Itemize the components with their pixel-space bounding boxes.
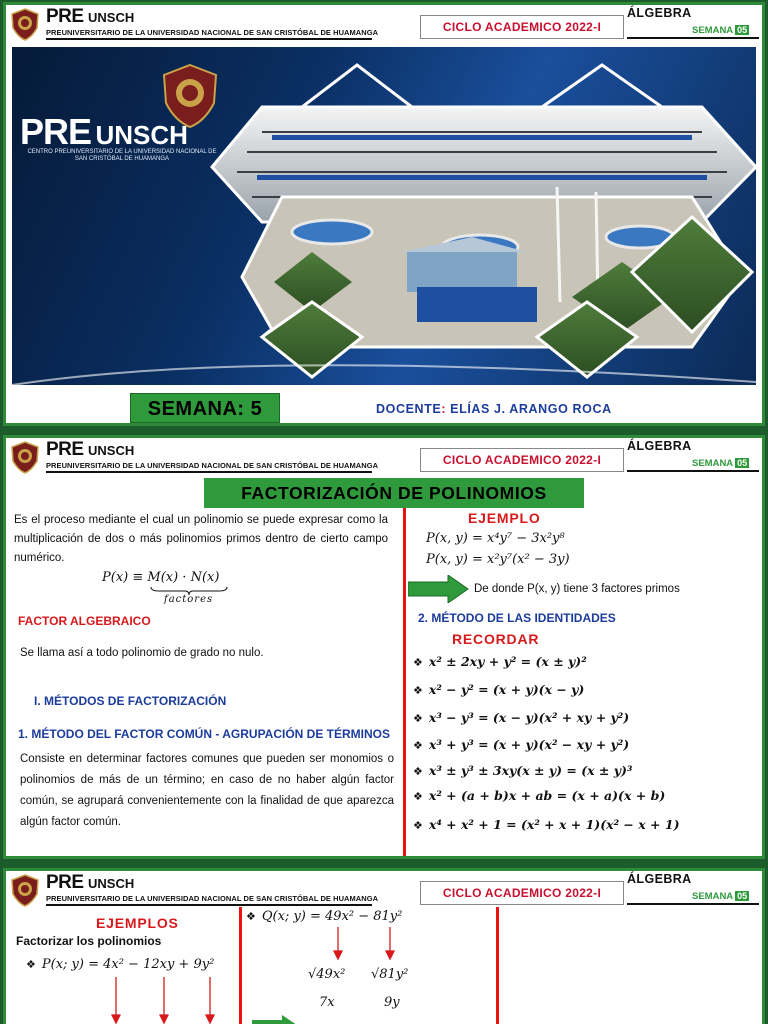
diamond-bullet-icon: ❖ (413, 819, 423, 832)
factorizar-text: Factorizar los polinomios (16, 934, 162, 948)
semana-tag-label: SEMANA (692, 891, 734, 902)
brand-pre: PRE (46, 872, 84, 893)
recordar-heading: RECORDAR (452, 631, 540, 647)
divider (46, 904, 372, 906)
semana-badge: SEMANA: 5 (130, 393, 280, 423)
ejemplo-conclusion: De donde P(x, y) tiene 3 factores primos (474, 583, 680, 595)
semana-tag-num: 05 (737, 25, 748, 35)
ejemplo-line-2: P(x, y) = x²y⁷(x² − 3y) (426, 552, 570, 567)
semana-tag (692, 891, 749, 902)
semana-tag (692, 458, 749, 469)
course-title: ÁLGEBRA (627, 439, 692, 453)
diamond-bullet-icon: ❖ (413, 739, 423, 752)
brand-subtitle: PREUNIVERSITARIO DE LA UNIVERSIDAD NACIONAL DE SAN CRISTÓBAL DE HUAMANGA (46, 894, 379, 903)
section-title: FACTORIZACIÓN DE POLINOMIOS (204, 478, 584, 508)
university-seal-icon (10, 874, 40, 907)
cover-logo-pre: PRE (20, 111, 92, 152)
ejemplo-heading: EJEMPLO (468, 510, 541, 526)
divider (627, 903, 759, 905)
q-polynomial-text: Q(x; y) = 49x² − 81y² (261, 909, 403, 924)
identity-row (413, 682, 584, 697)
docente-name: ELÍAS J. ARANGO ROCA (450, 402, 612, 416)
semana-tag-num: 05 (737, 458, 748, 468)
cover-banner (12, 47, 756, 385)
docente-colon: : (441, 402, 447, 416)
divider (46, 38, 372, 40)
q-polynomial (246, 909, 402, 924)
brand-subtitle: PREUNIVERSITARIO DE LA UNIVERSIDAD NACIONAL DE SAN CRISTÓBAL DE HUAMANGA (46, 28, 379, 37)
identity-row (413, 788, 665, 803)
brand (46, 872, 134, 894)
metodos-title: I. MÉTODOS DE FACTORIZACIÓN (34, 694, 227, 708)
brand-pre: PRE (46, 439, 84, 460)
sqrt-49x2: √49x² (308, 967, 346, 982)
metodo1-title: 1. MÉTODO DEL FACTOR COMÚN - AGRUPACIÓN DE TÉRMINOS (18, 727, 391, 741)
semana-tag (692, 25, 749, 36)
identity-row (413, 763, 632, 778)
diamond-bullet-icon: ❖ (413, 656, 423, 669)
identity-text: x³ + y³ = (x + y)(x² − xy + y²) (428, 737, 630, 752)
diamond-bullet-icon: ❖ (413, 684, 423, 697)
ciclo-box: CICLO ACADEMICO 2022-I (420, 448, 624, 472)
root-7x: 7x (319, 995, 335, 1010)
p-polynomial-text: P(x; y) = 4x² − 12xy + 9y² (41, 957, 215, 972)
intro-text: Es el proceso mediante el cual un polinomio se puede expresar como la multiplicación de dos o más polinomios primos dentro de cierto campo numérico. (14, 514, 388, 564)
identity-row (413, 654, 587, 669)
divider (627, 37, 759, 39)
diamond-bullet-icon: ❖ (413, 765, 423, 778)
factor-algebraico-title: FACTOR ALGEBRAICO (18, 614, 151, 628)
ciclo-box: CICLO ACADEMICO 2022-I (420, 881, 624, 905)
identity-row (413, 710, 629, 725)
identity-text: x² + (a + b)x + ab = (x + a)(x + b) (428, 788, 666, 803)
root-9y: 9y (384, 995, 400, 1010)
brand-pre: PRE (46, 6, 84, 27)
diamond-bullet-icon: ❖ (413, 712, 423, 725)
ejemplo-line-1: P(x, y) = x⁴y⁷ − 3x²y⁸ (426, 531, 565, 546)
identity-text: x² − y² = (x + y)(x − y) (428, 682, 585, 697)
p-polynomial (26, 957, 214, 972)
ejemplos-heading: EJEMPLOS (96, 915, 179, 931)
slide-header (6, 438, 762, 478)
cover-slide (3, 2, 765, 426)
brand (46, 6, 134, 28)
divider (627, 470, 759, 472)
brand-unsch: UNSCH (88, 443, 135, 458)
root-arrows (326, 925, 406, 965)
identity-text: x⁴ + x² + 1 = (x² + x + 1)(x² − x + 1) (428, 817, 680, 832)
cover-logo-unsch: UNSCH (95, 120, 188, 150)
campus-photo-collage (12, 47, 756, 385)
column-divider (403, 508, 406, 858)
brand-subtitle: PREUNIVERSITARIO DE LA UNIVERSIDAD NACIONAL DE SAN CRISTÓBAL DE HUAMANGA (46, 461, 379, 470)
ciclo-box: CICLO ACADEMICO 2022-I (420, 15, 624, 39)
university-seal-icon (10, 441, 40, 474)
cover-logo (20, 111, 188, 153)
university-seal-icon (10, 8, 40, 41)
metodo2-title: 2. MÉTODO DE LAS IDENTIDADES (418, 611, 616, 625)
divider (46, 471, 372, 473)
sqrt-81y2: √81y² (371, 967, 409, 982)
column-divider (239, 907, 242, 1024)
course-title: ÁLGEBRA (627, 872, 692, 886)
identity-text: x³ ± y³ ± 3xy(x ± y) = (x ± y)³ (428, 763, 633, 778)
docente-label: DOCENTE (376, 402, 442, 416)
factor-algebraico-text: Se llama así a todo polinomio de grado no nulo. (20, 647, 264, 659)
column-divider (496, 907, 499, 1024)
semana-tag-label: SEMANA (692, 25, 734, 36)
arrow-right-icon (252, 1015, 298, 1024)
factorization-slide (3, 435, 765, 859)
semana-tag-num: 05 (737, 891, 748, 901)
diamond-bullet-icon: ❖ (413, 790, 423, 803)
brand-unsch: UNSCH (88, 10, 135, 25)
course-title: ÁLGEBRA (627, 6, 692, 20)
factor-arrows (106, 975, 226, 1024)
semana-tag-label: SEMANA (692, 458, 734, 469)
diamond-bullet-icon: ❖ (26, 958, 36, 971)
brand-unsch: UNSCH (88, 876, 135, 891)
identity-text: x² ± 2xy + y² = (x ± y)² (428, 654, 587, 669)
brand (46, 439, 134, 461)
arrow-right-icon (408, 575, 470, 603)
cover-logo-subtitle: CENTRO PREUNIVERSITARIO DE LA UNIVERSIDAD NACIONAL DE SAN CRISTÓBAL DE HUAMANGA (27, 149, 217, 162)
slide-header (6, 5, 762, 45)
diamond-bullet-icon: ❖ (246, 910, 256, 923)
examples-slide (3, 868, 765, 1024)
identity-row (413, 817, 679, 832)
docente-line (376, 402, 612, 416)
factor-formula-label: factores (164, 594, 214, 605)
identity-text: x³ − y³ = (x − y)(x² + xy + y²) (428, 710, 630, 725)
metodo1-text: Consiste en determinar factores comunes que pueden ser monomios o polinomios de más de un término; en caso de no haber algún factor común, se agrupará convenientemente con la finalidad de que aparezca algún factor común. (20, 753, 394, 828)
slide-header (6, 871, 762, 911)
factor-formula: P(x) ≡ M(x) · N(x) (102, 570, 220, 585)
identity-row (413, 737, 629, 752)
